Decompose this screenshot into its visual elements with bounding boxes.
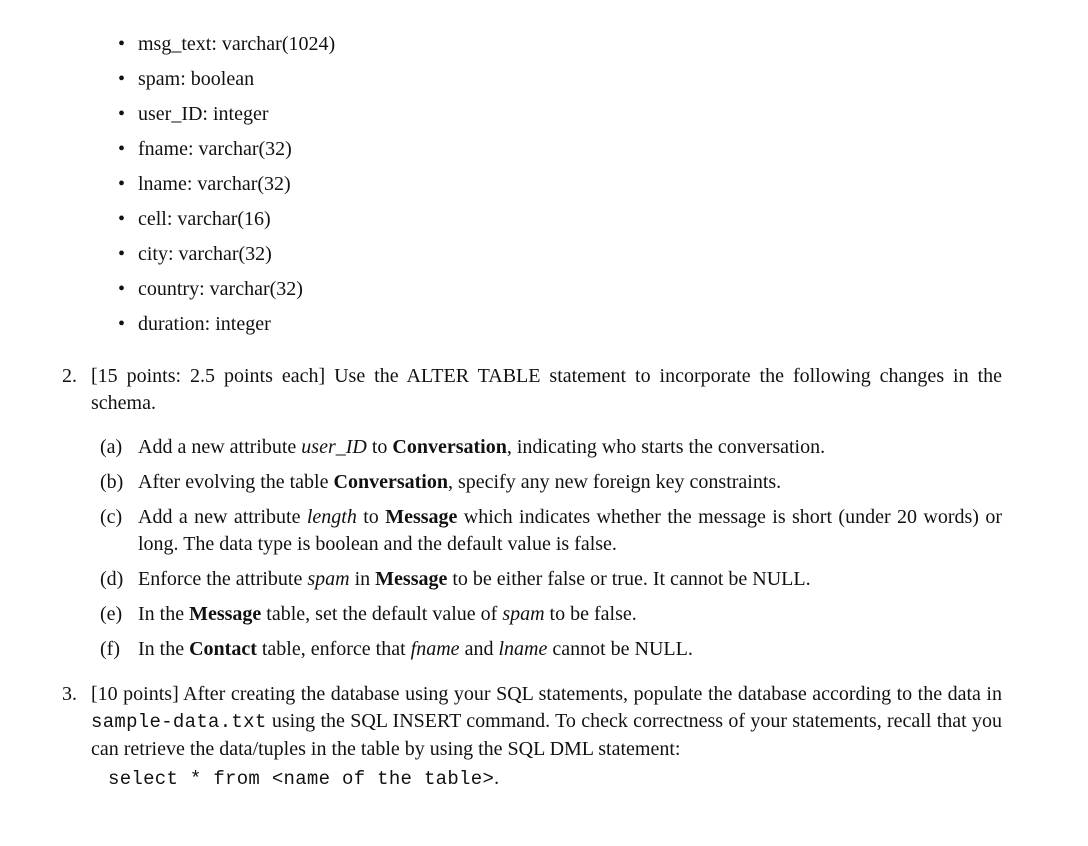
list-item: • spam: boolean — [118, 68, 255, 90]
list-item: • lname: varchar(32) — [118, 173, 291, 195]
part-label: (f) — [100, 638, 120, 660]
bullet-icon: • — [118, 138, 126, 160]
question-3 — [62, 681, 1002, 763]
table-name: Contact — [189, 638, 257, 660]
bullet-icon: • — [118, 33, 126, 55]
bullet-icon: • — [118, 313, 126, 335]
part-b: (b) After evolving the table Conversation, specify any new foreign key constraints. — [100, 469, 1002, 496]
table-name: Message — [375, 568, 448, 590]
table-name: Conversation — [333, 471, 448, 493]
bullet-icon: • — [118, 68, 126, 90]
question-number: 3. — [62, 683, 77, 705]
question-2-parts — [100, 434, 1002, 671]
attribute-name: fname — [410, 638, 460, 660]
part-a: (a) Add a new attribute user_ID to Conversation, indicating who starts the conversation. — [100, 434, 1002, 461]
question-text: [10 points] After creating the database using your SQL statements, populate the database according to the data in sample-data.txt using the SQL INSERT command. To check correctness of your statements, recall that you can retrieve the data/tuples in the table by using the SQL DML statement: — [91, 683, 1002, 760]
file-name: sample-data.txt — [91, 711, 267, 733]
bullet-icon: • — [118, 173, 126, 195]
attribute-list — [118, 31, 335, 346]
attribute-name: spam — [307, 568, 350, 590]
bullet-icon: • — [118, 243, 126, 265]
bullet-icon: • — [118, 208, 126, 230]
bullet-icon: • — [118, 103, 126, 125]
bullet-icon: • — [118, 278, 126, 300]
table-name: Conversation — [392, 436, 507, 458]
table-name: Message — [189, 603, 262, 625]
list-item: • duration: integer — [118, 313, 271, 335]
sql-command-line: select * from <name of the table>. — [108, 767, 500, 790]
part-label: (e) — [100, 603, 123, 625]
question-number: 2. — [62, 365, 77, 387]
points-label: [10 points] — [91, 683, 179, 705]
points-label: [15 points: 2.5 points each] — [91, 365, 326, 387]
part-label: (b) — [100, 471, 124, 493]
list-item: • country: varchar(32) — [118, 278, 303, 300]
list-item: • fname: varchar(32) — [118, 138, 292, 160]
attribute-name: user_ID — [301, 436, 367, 458]
list-item: • city: varchar(32) — [118, 243, 272, 265]
part-label: (a) — [100, 436, 123, 458]
part-label: (d) — [100, 568, 124, 590]
question-2 — [62, 363, 1002, 417]
part-e: (e) In the Message table, set the default value of spam to be false. — [100, 601, 1002, 628]
part-f: (f) In the Contact table, enforce that fname and lname cannot be NULL. — [100, 636, 1002, 663]
list-item: • user_ID: integer — [118, 103, 269, 125]
sql-command: select * from <name of the table> — [108, 768, 495, 790]
list-item: • msg_text: varchar(1024) — [118, 33, 336, 55]
attribute-name: lname — [498, 638, 548, 660]
table-name: Message — [385, 506, 458, 528]
attribute-name: spam — [502, 603, 545, 625]
list-item: • cell: varchar(16) — [118, 208, 271, 230]
part-d: (d) Enforce the attribute spam in Message to be either false or true. It cannot be NULL. — [100, 566, 1002, 593]
attribute-name: length — [306, 506, 357, 528]
part-label: (c) — [100, 506, 123, 528]
part-c: (c) Add a new attribute length to Message which indicates whether the message is short (under 20 words) or long. The data type is boolean and the default value is false. — [100, 506, 1002, 555]
question-text: [15 points: 2.5 points each] Use the ALTER TABLE statement to incorporate the following changes in the schema. — [91, 365, 1002, 414]
